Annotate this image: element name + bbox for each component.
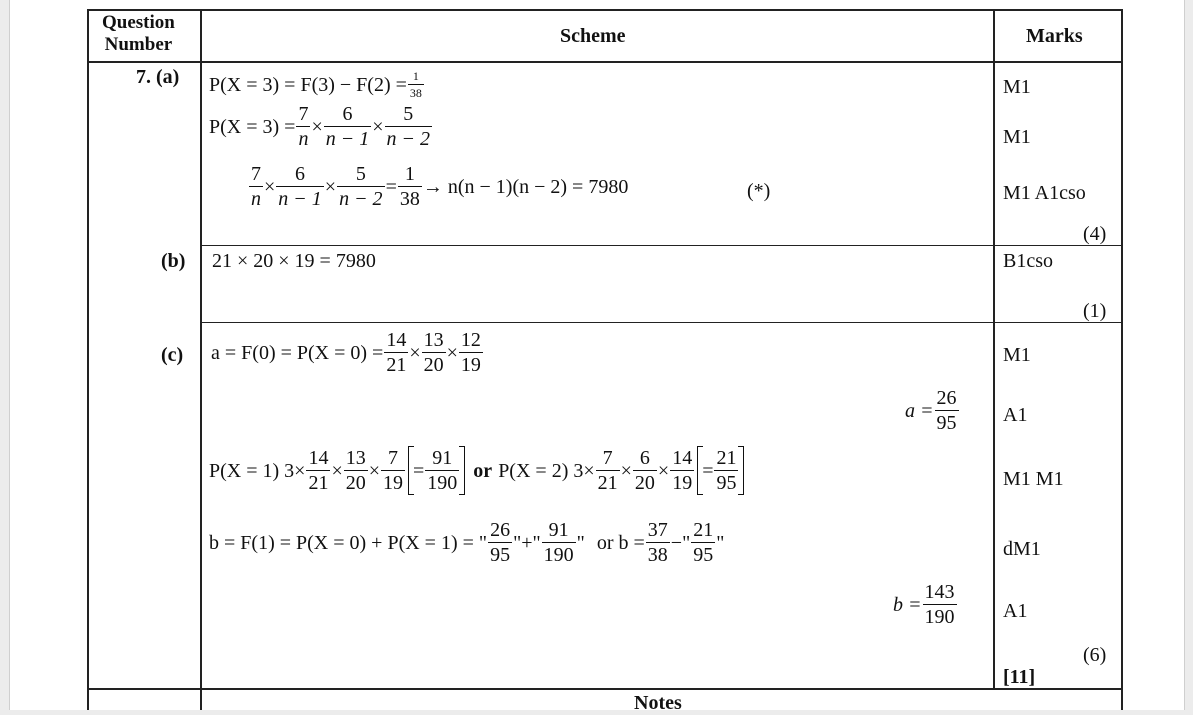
table-left-border <box>87 9 89 710</box>
part-c-mark-2: A1 <box>1003 404 1028 426</box>
part-c-a-result: a = $\frac{26}{95}$ <box>905 387 957 434</box>
part-a-star: (*) <box>747 180 771 202</box>
header-question-number: Question Number <box>102 12 175 55</box>
part-a-mark-3: M1 A1cso <box>1003 182 1086 204</box>
part-a-mark-2: M1 <box>1003 126 1031 148</box>
question-grand-total: [11] <box>1003 666 1036 688</box>
part-c-mark-5: A1 <box>1003 600 1028 622</box>
part-c-mark-1: M1 <box>1003 344 1031 366</box>
part-c-line1: a = F(0) = P(X = 0) = $\frac{14}{21}$ × $\frac{13}{20}$ × $\frac{12}{19}$ <box>211 329 481 376</box>
part-a-line2: P(X = 3) = $\frac{7}{n}$ × $\frac{6}{n - 1}$ × $\frac{5}{n - 2}$ <box>209 103 431 150</box>
row-divider-ab <box>201 245 1123 246</box>
part-a-mark-1: M1 <box>1003 76 1031 98</box>
part-c-b-result: b = $\frac{143}{190}$ <box>893 581 955 628</box>
part-c-total: (6) <box>1083 644 1107 666</box>
header-bottom-border <box>87 61 1123 63</box>
row-divider-bc <box>201 322 1123 323</box>
table-top-border <box>87 9 1123 11</box>
table-right-border <box>1121 9 1123 710</box>
part-c-mark-3: M1 M1 <box>1003 468 1064 490</box>
part-c-line4: b = F(1) = P(X = 0) + P(X = 1) = " $\frac{26}{95}$ "+" $\frac{91}{190}$ " or b = $\frac{37}{38}$ −" $\frac{21}{95}$ " <box>209 519 725 566</box>
part-c-line3: P(X = 1) 3× $\frac{14}{21}$ × $\frac{13}{20}$ × $\frac{7}{19}$ = $\frac{91}{190}$ or P(X = 2) 3× $\frac{7}{21}$ × $\frac{6}{20}$ × $\frac{14}{19}$ = $\frac{21}{95}$ <box>209 448 746 493</box>
notes-header: Notes <box>634 692 682 714</box>
part-c-label: (c) <box>161 344 184 366</box>
part-b-mark-1: B1cso <box>1003 250 1053 272</box>
part-a-line1: P(X = 3) = F(3) − F(2) = $\frac{1}{38}$ <box>209 69 422 100</box>
part-a-label: 7. (a) <box>136 66 180 88</box>
part-c-mark-4: dM1 <box>1003 538 1041 560</box>
col-divider-2 <box>993 9 995 689</box>
part-a-line3: $\frac{7}{n}$ × $\frac{6}{n - 1}$ × $\frac{5}{n - 2}$ = $\frac{1}{38}$ → n(n − 1)(n − 2) = 7980 <box>251 163 629 210</box>
part-b-line1: 21 × 20 × 19 = 7980 <box>212 250 376 272</box>
document-page <box>9 0 1185 714</box>
part-b-label: (b) <box>161 250 186 272</box>
notes-top-border <box>87 688 1123 690</box>
header-marks: Marks <box>1026 25 1083 47</box>
col-divider-1 <box>200 9 202 710</box>
part-a-total: (4) <box>1083 223 1107 245</box>
header-scheme: Scheme <box>560 25 626 47</box>
part-b-total: (1) <box>1083 300 1107 322</box>
